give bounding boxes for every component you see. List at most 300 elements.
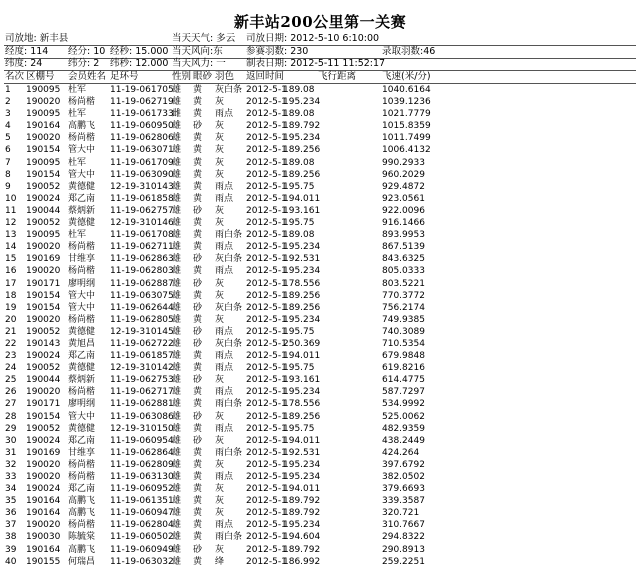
cell-eye: 黄 xyxy=(193,399,203,410)
cell-ring: 11-19-061708 xyxy=(110,230,174,241)
cell-rank: 31 xyxy=(5,447,17,458)
cell-speed: 320.721 xyxy=(382,508,420,519)
cell-area: 190052 xyxy=(26,218,61,229)
cell-distance: 189.08 xyxy=(283,157,315,168)
cell-speed: 749.9385 xyxy=(382,314,425,325)
table-row xyxy=(0,229,640,241)
cell-area: 190030 xyxy=(26,532,61,543)
table-row xyxy=(0,96,640,108)
table-row xyxy=(0,84,640,96)
cell-speed: 587.7297 xyxy=(382,387,425,398)
cell-speed: 397.6792 xyxy=(382,459,425,470)
header-speed: 飞速(米/分) xyxy=(382,71,431,82)
cell-speed: 740.3089 xyxy=(382,326,425,337)
cell-area: 190020 xyxy=(26,242,61,253)
cell-eye: 砂 xyxy=(193,121,203,132)
cell-area: 190095 xyxy=(26,85,61,95)
cell-rank: 33 xyxy=(5,472,17,482)
cell-sex: 雄 xyxy=(172,484,182,495)
cell-ring: 11-19-060950 xyxy=(110,121,174,132)
cell-eye: 砂 xyxy=(193,375,203,386)
cell-speed: 290.8913 xyxy=(382,544,425,555)
cell-distance: 195.234 xyxy=(283,459,321,470)
cell-date: 2012-5-1 xyxy=(246,435,287,446)
cell-area: 190164 xyxy=(26,544,61,555)
cell-ring: 11-19-061858 xyxy=(110,193,174,204)
cell-rank: 4 xyxy=(5,121,11,132)
header-time: 返回时间 xyxy=(246,71,285,82)
table-row xyxy=(0,241,640,253)
cell-sex: 雄 xyxy=(172,423,182,434)
cell-rank: 21 xyxy=(5,326,17,337)
cell-speed: 310.7667 xyxy=(382,520,425,531)
cell-sex: 雄 xyxy=(172,508,182,519)
cell-eye: 黄 xyxy=(193,145,203,156)
cell-sex: 雄 xyxy=(172,435,182,446)
cell-feather: 灰 xyxy=(215,496,225,507)
cell-sex: 雄 xyxy=(172,302,182,313)
cell-date: 2012-5-1 xyxy=(246,532,287,543)
cell-distance: 195.234 xyxy=(283,314,321,325)
cell-eye: 黄 xyxy=(193,109,203,120)
cell-eye: 黄 xyxy=(193,230,203,241)
table-row xyxy=(0,157,640,169)
cell-distance: 194.011 xyxy=(283,351,321,362)
cell-rank: 15 xyxy=(5,254,17,265)
cell-feather: 灰 xyxy=(215,484,225,495)
cell-feather: 灰 xyxy=(215,459,225,470)
cell-speed: 929.4872 xyxy=(382,181,425,192)
cell-speed: 534.9992 xyxy=(382,399,425,410)
cell-sex: 雄 xyxy=(172,181,182,192)
cell-feather: 雨点 xyxy=(215,363,234,374)
cell-date: 2012-5-1 xyxy=(246,205,287,216)
cell-date: 2012-5-1 xyxy=(246,145,287,156)
cell-speed: 990.2933 xyxy=(382,157,425,168)
release-date: 司放日期: 2012-5-10 6:10:00 xyxy=(246,33,380,44)
cell-date: 2012-5-1 xyxy=(246,157,287,168)
cell-ring: 11-19-061705 xyxy=(110,85,174,95)
cell-area: 190169 xyxy=(26,254,61,265)
cell-rank: 25 xyxy=(5,375,17,386)
cell-date: 2012-5-1 xyxy=(246,484,287,495)
cell-distance: 178.556 xyxy=(283,399,321,410)
cell-eye: 黄 xyxy=(193,520,203,531)
cell-area: 190154 xyxy=(26,290,61,301)
cell-area: 190154 xyxy=(26,145,61,156)
header-name: 会员姓名 xyxy=(68,71,107,82)
cell-ring: 11-19-062806 xyxy=(110,133,174,144)
cell-sex: 雄 xyxy=(172,496,182,507)
cell-area: 190095 xyxy=(26,157,61,168)
cell-speed: 916.1466 xyxy=(382,218,425,229)
cell-name: 黄德健 xyxy=(68,218,96,229)
cell-ring: 11-19-062863 xyxy=(110,254,174,265)
cell-ring: 12-19-310142 xyxy=(110,363,174,374)
cell-ring: 11-19-063032 xyxy=(110,556,174,567)
cell-area: 190171 xyxy=(26,278,61,289)
cell-ring: 11-19-062803 xyxy=(110,266,174,277)
cell-rank: 28 xyxy=(5,411,17,422)
cell-speed: 619.8216 xyxy=(382,363,425,374)
cell-date: 2012-5-1 xyxy=(246,363,287,374)
cell-feather: 灰白条 xyxy=(215,85,243,95)
cell-feather: 雨点 xyxy=(215,266,234,277)
cell-speed: 424.264 xyxy=(382,447,420,458)
cell-date: 2012-5-1 xyxy=(246,447,287,458)
cell-ring: 11-19-062864 xyxy=(110,447,174,458)
cell-ring: 11-19-061709 xyxy=(110,157,174,168)
cell-date: 2012-5-1 xyxy=(246,254,287,265)
cell-name: 管大中 xyxy=(68,302,96,313)
cell-name: 郑乙南 xyxy=(68,484,96,495)
cell-name: 杨尚楷 xyxy=(68,459,96,470)
cell-name: 黄旭昌 xyxy=(68,338,96,349)
table-row xyxy=(0,386,640,398)
cell-date: 2012-5-1 xyxy=(246,169,287,180)
cell-rank: 37 xyxy=(5,520,17,531)
cell-sex: 雄 xyxy=(172,363,182,374)
table-row xyxy=(0,411,640,423)
cell-rank: 11 xyxy=(5,205,17,216)
cell-feather: 雨点 xyxy=(215,242,234,253)
cell-feather: 灰 xyxy=(215,544,225,555)
cell-ring: 11-19-062757 xyxy=(110,205,174,216)
cell-ring: 11-19-063075 xyxy=(110,290,174,301)
cell-area: 190024 xyxy=(26,193,61,204)
header-area: 区棚号 xyxy=(26,71,55,82)
cell-speed: 339.3587 xyxy=(382,496,425,507)
cell-sex: 雄 xyxy=(172,266,182,277)
cell-feather: 雨白条 xyxy=(215,447,243,458)
cell-feather: 雨点 xyxy=(215,472,234,482)
table-row xyxy=(0,253,640,265)
cell-feather: 灰白条 xyxy=(215,254,243,265)
cell-rank: 30 xyxy=(5,435,17,446)
cell-name: 杨尚楷 xyxy=(68,242,96,253)
cell-area: 190020 xyxy=(26,266,61,277)
weather: 当天天气: 多云 xyxy=(172,33,236,44)
cell-name: 杨尚楷 xyxy=(68,387,96,398)
cell-date: 2012-5-1 xyxy=(246,193,287,204)
cell-speed: 770.3772 xyxy=(382,290,425,301)
cell-date: 2012-5-1 xyxy=(246,556,287,567)
cell-date: 2012-5-1 xyxy=(246,181,287,192)
cell-sex: 雄 xyxy=(172,97,182,108)
cell-feather: 灰 xyxy=(215,157,225,168)
cell-rank: 2 xyxy=(5,97,11,108)
cell-rank: 5 xyxy=(5,133,11,144)
cell-ring: 11-19-062805 xyxy=(110,314,174,325)
cell-area: 190020 xyxy=(26,387,61,398)
cell-speed: 756.2174 xyxy=(382,302,425,313)
cell-area: 190020 xyxy=(26,472,61,482)
table-row xyxy=(0,314,640,326)
cell-area: 190052 xyxy=(26,181,61,192)
awards-count: 录取羽数:46 xyxy=(382,46,436,57)
cell-area: 190020 xyxy=(26,314,61,325)
cell-feather: 灰 xyxy=(215,97,225,108)
cell-rank: 3 xyxy=(5,109,11,120)
table-row xyxy=(0,483,640,495)
table-row xyxy=(0,217,640,229)
cell-area: 190164 xyxy=(26,496,61,507)
cell-name: 黄德健 xyxy=(68,423,96,434)
cell-area: 190052 xyxy=(26,363,61,374)
table-row xyxy=(0,290,640,302)
cell-speed: 379.6693 xyxy=(382,484,425,495)
cell-feather: 灰白条 xyxy=(215,302,243,313)
cell-eye: 砂 xyxy=(193,338,203,349)
cell-rank: 18 xyxy=(5,290,17,301)
cell-sex: 雄 xyxy=(172,314,182,325)
cell-speed: 893.9953 xyxy=(382,230,425,241)
header-sex: 性别 xyxy=(172,71,192,82)
cell-speed: 922.0096 xyxy=(382,205,425,216)
cell-speed: 294.8322 xyxy=(382,532,425,543)
cell-distance: 195.234 xyxy=(283,266,321,277)
cell-feather: 灰 xyxy=(215,375,225,386)
cell-rank: 10 xyxy=(5,193,17,204)
table-row xyxy=(0,519,640,531)
cell-date: 2012-5-1 xyxy=(246,242,287,253)
cell-date: 2012-5-1 xyxy=(246,411,287,422)
cell-date: 2012-5-1 xyxy=(246,266,287,277)
cell-sex: 雄 xyxy=(172,169,182,180)
table-row xyxy=(0,447,640,459)
latitude: 纬度: 24 xyxy=(5,58,43,69)
cell-rank: 22 xyxy=(5,338,17,349)
cell-speed: 960.2029 xyxy=(382,169,425,180)
cell-distance: 195.234 xyxy=(283,242,321,253)
cell-eye: 黄 xyxy=(193,314,203,325)
cell-date: 2012-5-1 xyxy=(246,278,287,289)
cell-rank: 1 xyxy=(5,85,11,95)
cell-distance: 195.75 xyxy=(283,423,315,434)
cell-rank: 26 xyxy=(5,387,17,398)
cell-sex: 雄 xyxy=(172,544,182,555)
cell-area: 190154 xyxy=(26,411,61,422)
cell-ring: 11-19-060947 xyxy=(110,508,174,519)
cell-rank: 19 xyxy=(5,302,17,313)
cell-name: 管大中 xyxy=(68,145,96,156)
cell-eye: 黄 xyxy=(193,496,203,507)
cell-eye: 黄 xyxy=(193,181,203,192)
cell-feather: 雨点 xyxy=(215,181,234,192)
cell-date: 2012-5-1 xyxy=(246,375,287,386)
cell-date: 2012-5-1 xyxy=(246,314,287,325)
cell-name: 杜军 xyxy=(68,157,87,168)
cell-eye: 黄 xyxy=(193,218,203,229)
cell-sex: 雄 xyxy=(172,242,182,253)
cell-speed: 1006.4132 xyxy=(382,145,431,156)
cell-ring: 12-19-310145 xyxy=(110,326,174,337)
cell-name: 高鹏飞 xyxy=(68,121,96,132)
made-date: 制表日期: 2012-5-11 11:52:17 xyxy=(246,58,386,69)
table-row xyxy=(0,374,640,386)
cell-sex: 雄 xyxy=(172,459,182,470)
cell-name: 高鹏飞 xyxy=(68,496,96,507)
cell-area: 190169 xyxy=(26,447,61,458)
cell-eye: 黄 xyxy=(193,157,203,168)
cell-area: 190143 xyxy=(26,338,61,349)
cell-distance: 189.792 xyxy=(283,496,321,507)
cell-name: 杜军 xyxy=(68,230,87,241)
header-eye: 眼砂 xyxy=(193,71,213,82)
cell-eye: 砂 xyxy=(193,326,203,337)
cell-eye: 黄 xyxy=(193,459,203,470)
cell-date: 2012-5-1 xyxy=(246,133,287,144)
cell-name: 杜军 xyxy=(68,109,87,120)
cell-area: 190154 xyxy=(26,169,61,180)
cell-ring: 11-19-061733 xyxy=(110,109,174,120)
cell-distance: 189.792 xyxy=(283,544,321,555)
cell-sex: 雄 xyxy=(172,121,182,132)
cell-rank: 17 xyxy=(5,278,17,289)
cell-speed: 382.0502 xyxy=(382,472,425,482)
cell-distance: 195.234 xyxy=(283,387,321,398)
cell-ring: 11-19-063090 xyxy=(110,169,174,180)
table-row xyxy=(0,302,640,314)
report-title: 新丰站200公里第一关赛 xyxy=(233,13,407,31)
table-row xyxy=(0,326,640,338)
cell-speed: 1039.1236 xyxy=(382,97,431,108)
table-row xyxy=(0,435,640,447)
cell-rank: 8 xyxy=(5,169,11,180)
table-row xyxy=(0,169,640,181)
cell-distance: 250.369 xyxy=(283,338,321,349)
cell-distance: 193.161 xyxy=(283,375,321,386)
table-row xyxy=(0,144,640,156)
cell-date: 2012-5-1 xyxy=(246,290,287,301)
cell-speed: 259.2251 xyxy=(382,556,425,567)
cell-distance: 195.75 xyxy=(283,326,315,337)
cell-name: 何瑞昌 xyxy=(68,556,96,567)
cell-speed: 614.4775 xyxy=(382,375,425,386)
cell-eye: 黄 xyxy=(193,290,203,301)
cell-date: 2012-5-1 xyxy=(246,218,287,229)
cell-feather: 雨点 xyxy=(215,193,234,204)
cell-speed: 679.9848 xyxy=(382,351,425,362)
table-row xyxy=(0,459,640,471)
cell-eye: 黄 xyxy=(193,423,203,434)
cell-feather: 绛 xyxy=(215,556,225,567)
cell-name: 管大中 xyxy=(68,411,96,422)
cell-date: 2012-5-1 xyxy=(246,459,287,470)
cell-name: 杨尚楷 xyxy=(68,314,96,325)
cell-name: 黄德健 xyxy=(68,326,96,337)
cell-area: 190044 xyxy=(26,205,61,216)
cell-eye: 黄 xyxy=(193,97,203,108)
cell-feather: 雨点 xyxy=(215,109,234,120)
wind-force: 当天风力: 一 xyxy=(172,58,226,69)
cell-distance: 189.256 xyxy=(283,290,321,301)
cell-distance: 189.08 xyxy=(283,85,315,95)
cell-sex: 雄 xyxy=(172,230,182,241)
cell-sex: 雄 xyxy=(172,157,182,168)
cell-eye: 黄 xyxy=(193,484,203,495)
info-row-2 xyxy=(0,46,640,58)
cell-eye: 砂 xyxy=(193,302,203,313)
cell-distance: 194.011 xyxy=(283,435,321,446)
cell-sex: 雄 xyxy=(172,254,182,265)
cell-date: 2012-5-1 xyxy=(246,230,287,241)
cell-name: 甘维享 xyxy=(68,447,96,458)
cell-date: 2012-5-1 xyxy=(246,544,287,555)
cell-date: 2012-5-1 xyxy=(246,496,287,507)
cell-feather: 灰 xyxy=(215,145,225,156)
cell-distance: 194.011 xyxy=(283,484,321,495)
cell-rank: 34 xyxy=(5,484,17,495)
cell-name: 陈毓棠 xyxy=(68,532,96,543)
cell-ring: 11-19-063071 xyxy=(110,145,174,156)
cell-area: 190164 xyxy=(26,121,61,132)
cell-sex: 雄 xyxy=(172,387,182,398)
cell-speed: 482.9359 xyxy=(382,423,425,434)
cell-name: 杨尚楷 xyxy=(68,266,96,277)
cell-distance: 195.234 xyxy=(283,520,321,531)
cell-name: 郑乙南 xyxy=(68,193,96,204)
cell-date: 2012-5-1 xyxy=(246,520,287,531)
cell-eye: 黄 xyxy=(193,363,203,374)
cell-ring: 12-19-310150 xyxy=(110,423,174,434)
cell-name: 管大中 xyxy=(68,169,96,180)
table-row xyxy=(0,193,640,205)
cell-sex: 雄 xyxy=(172,375,182,386)
cell-eye: 砂 xyxy=(193,205,203,216)
cell-rank: 35 xyxy=(5,496,17,507)
table-row xyxy=(0,108,640,120)
longitude-seconds: 经秒: 15.000 xyxy=(110,46,169,57)
table-row xyxy=(0,181,640,193)
cell-eye: 黄 xyxy=(193,351,203,362)
cell-feather: 雨白条 xyxy=(215,532,243,543)
cell-rank: 40 xyxy=(5,556,17,567)
cell-area: 190171 xyxy=(26,399,61,410)
cell-rank: 20 xyxy=(5,314,17,325)
cell-distance: 189.792 xyxy=(283,508,321,519)
cell-rank: 16 xyxy=(5,266,17,277)
cell-date: 2012-5-1 xyxy=(246,85,287,95)
cell-eye: 黄 xyxy=(193,169,203,180)
cell-ring: 11-19-062717 xyxy=(110,387,174,398)
cell-name: 杨尚楷 xyxy=(68,472,96,482)
cell-eye: 黄 xyxy=(193,242,203,253)
cell-date: 2012-5-1 xyxy=(246,423,287,434)
cell-ring: 11-19-063086 xyxy=(110,411,174,422)
cell-rank: 29 xyxy=(5,423,17,434)
cell-sex: 雄 xyxy=(172,278,182,289)
cell-name: 杜军 xyxy=(68,85,87,95)
cell-feather: 灰 xyxy=(215,290,225,301)
cell-feather: 雨白条 xyxy=(215,230,243,241)
cell-rank: 32 xyxy=(5,459,17,470)
cell-speed: 710.5354 xyxy=(382,338,425,349)
cell-name: 杨尚楷 xyxy=(68,520,96,531)
cell-sex: 雄 xyxy=(172,85,182,95)
cell-distance: 189.256 xyxy=(283,169,321,180)
cell-distance: 195.75 xyxy=(283,363,315,374)
cell-ring: 11-19-062711 xyxy=(110,242,174,253)
cell-date: 2012-5-1 xyxy=(246,338,287,349)
cell-sex: 雄 xyxy=(172,205,182,216)
cell-speed: 867.5139 xyxy=(382,242,425,253)
cell-ring: 12-19-310143 xyxy=(110,181,174,192)
table-row xyxy=(0,507,640,519)
cell-feather: 灰 xyxy=(215,169,225,180)
cell-distance: 194.604 xyxy=(283,532,321,543)
entries-count: 参赛羽数: 230 xyxy=(246,46,309,57)
